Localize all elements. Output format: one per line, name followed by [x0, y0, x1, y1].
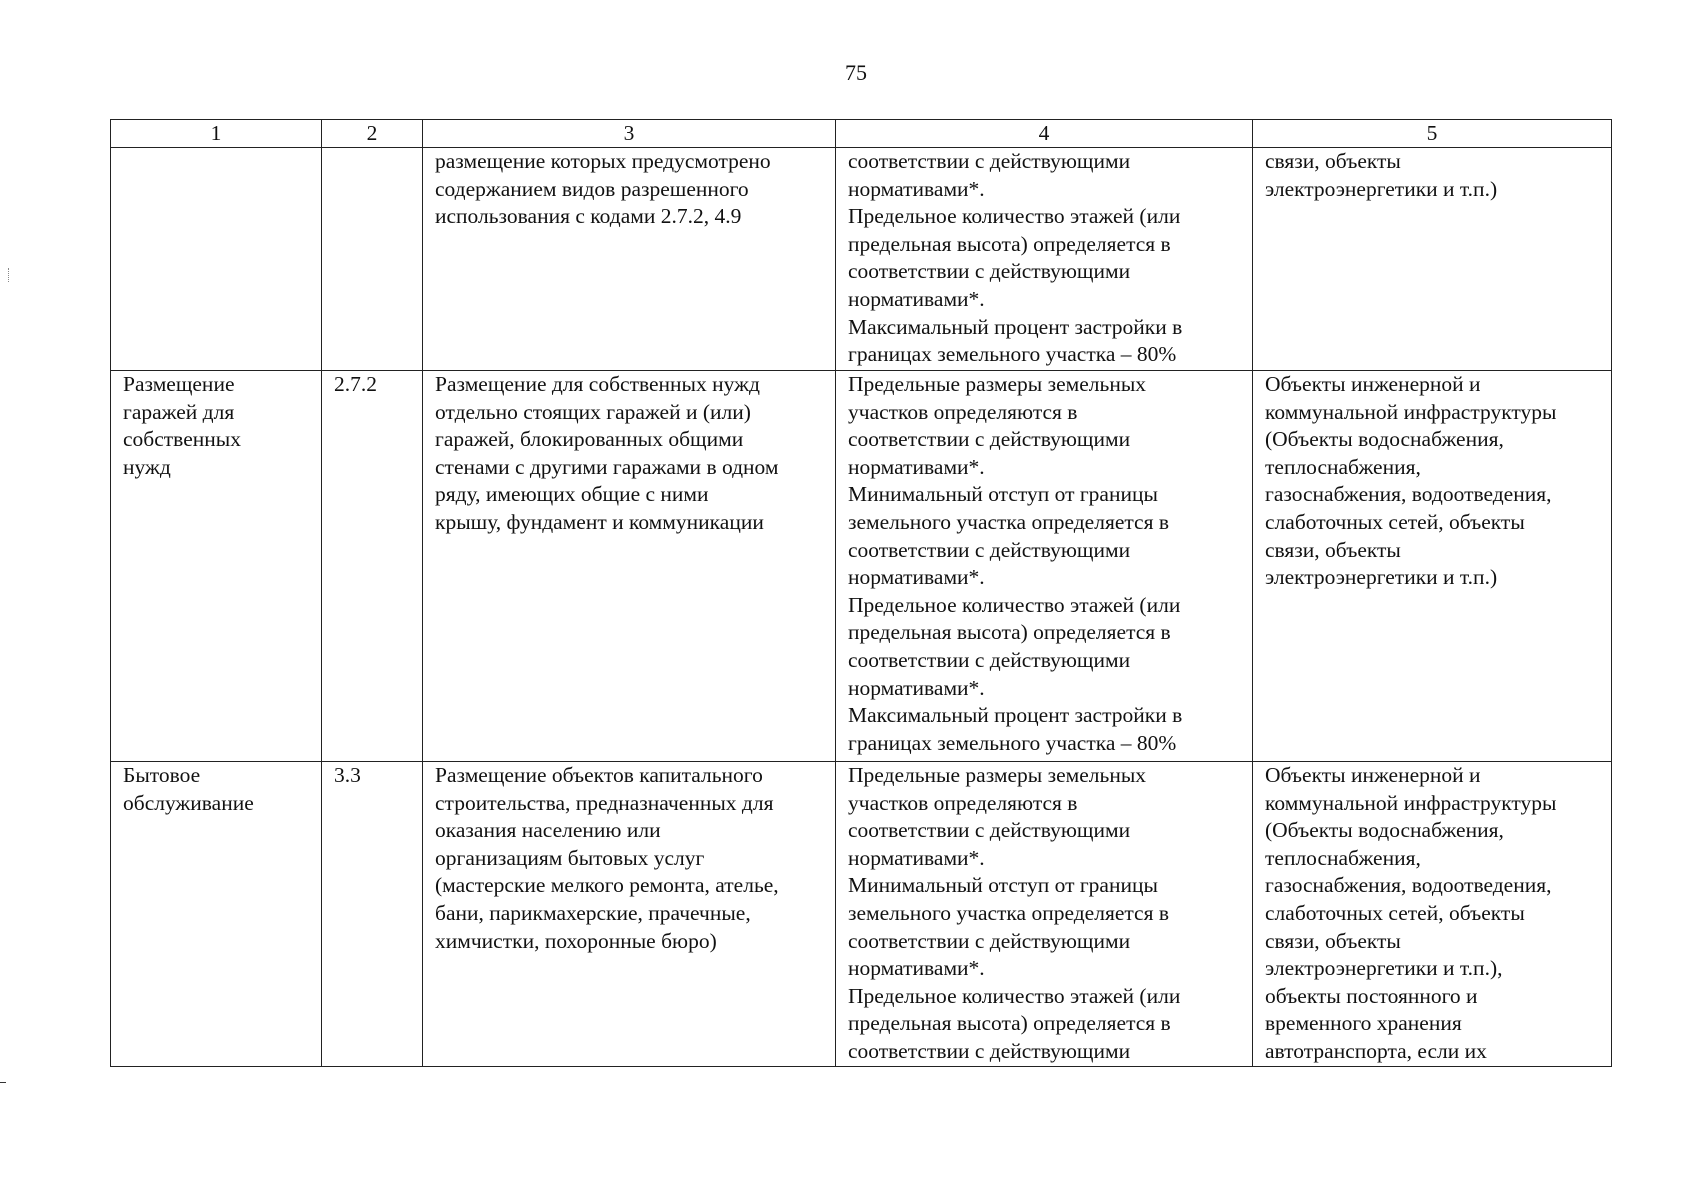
cell-parameters: [836, 371, 1253, 762]
cell-text-line: соответствии с действующими: [848, 427, 1131, 452]
cell-code: [322, 148, 423, 371]
cell-text-line: Предельное количество этажей (или: [848, 983, 1181, 1008]
cell-name: [111, 148, 322, 371]
cell-infrastructure: [1253, 371, 1612, 762]
cell-text-line: нормативами*.: [848, 454, 985, 479]
regulations-table: [110, 119, 1612, 1067]
cell-text-line: предельная высота) определяется в: [848, 231, 1171, 256]
column-header-3: 3: [423, 120, 836, 148]
cell-text-line: земельного участка определяется в: [848, 509, 1169, 534]
margin-mark-top: [8, 268, 10, 282]
cell-text-line: Предельное количество этажей (или: [848, 592, 1181, 617]
table-row: [111, 148, 1612, 371]
cell-text-line: отдельно стоящих гаражей и (или): [435, 399, 751, 424]
cell-text-line: размещение которых предусмотрено: [435, 149, 771, 173]
page-number: 75: [845, 60, 867, 85]
cell-text-line: Минимальный отступ от границы: [848, 873, 1158, 898]
cell-text-line: 3.3: [334, 763, 361, 787]
cell-text-line: Минимальный отступ от границы: [848, 482, 1158, 507]
table-row: [111, 371, 1612, 762]
cell-text-line: предельная высота) определяется в: [848, 1011, 1171, 1036]
cell-text-line: теплоснабжения,: [1265, 454, 1421, 479]
cell-text-line: нормативами*.: [848, 675, 985, 700]
cell-text-line: связи, объекты: [1265, 537, 1401, 562]
cell-text-line: гаражей, блокированных общими: [435, 427, 744, 452]
cell-text-line: Предельные размеры земельных: [848, 372, 1147, 396]
cell-text-line: Предельные размеры земельных: [848, 763, 1147, 787]
cell-text-line: организациям бытовых услуг: [435, 845, 705, 870]
cell-text-line: содержанием видов разрешенного: [435, 176, 749, 201]
cell-text-line: крышу, фундамент и коммуникации: [435, 509, 764, 534]
cell-text-line: (мастерские мелкого ремонта, ателье,: [435, 873, 779, 898]
cell-text-line: электроэнергетики и т.п.): [1265, 565, 1498, 590]
cell-text-line: бани, парикмахерские, прачечные,: [435, 900, 751, 925]
cell-text-line: нормативами*.: [848, 286, 985, 311]
cell-name: [111, 371, 322, 762]
cell-text-line: соответствии с действующими: [848, 1038, 1131, 1063]
cell-text-line: границах земельного участка – 80%: [848, 730, 1177, 755]
cell-text-line: слаботочных сетей, объекты: [1265, 509, 1525, 534]
cell-text-line: соответствии с действующими: [848, 928, 1131, 953]
cell-text-line: нормативами*.: [848, 956, 985, 981]
cell-text-line: стенами с другими гаражами в одном: [435, 454, 779, 479]
cell-text-line: газоснабжения, водоотведения,: [1265, 482, 1552, 507]
column-header-4: 4: [836, 120, 1253, 148]
cell-text-line: участков определяются в: [848, 790, 1078, 815]
cell-text-line: коммунальной инфраструктуры: [1265, 399, 1557, 424]
cell-description: [423, 762, 836, 1067]
cell-description: [423, 148, 836, 371]
cell-infrastructure: [1253, 148, 1612, 371]
cell-text-line: коммунальной инфраструктуры: [1265, 790, 1557, 815]
cell-text-line: границах земельного участка – 80%: [848, 342, 1177, 367]
cell-text-line: (Объекты водоснабжения,: [1265, 427, 1504, 452]
cell-parameters: [836, 148, 1253, 371]
cell-text-line: обслуживание: [123, 790, 254, 815]
cell-text-line: участков определяются в: [848, 399, 1078, 424]
cell-text-line: строительства, предназначенных для: [435, 790, 774, 815]
cell-text-line: использования с кодами 2.7.2, 4.9: [435, 204, 742, 229]
cell-text-line: Максимальный процент застройки в: [848, 703, 1183, 728]
cell-text-line: Бытовое: [123, 763, 201, 787]
cell-text-line: временного хранения: [1265, 1011, 1462, 1036]
header-row: [111, 120, 1612, 148]
cell-text-line: предельная высота) определяется в: [848, 620, 1171, 645]
cell-text-line: соответствии с действующими: [848, 259, 1131, 284]
column-header-1: 1: [111, 120, 322, 148]
cell-text-line: связи, объекты: [1265, 928, 1401, 953]
cell-description: [423, 371, 836, 762]
cell-text-line: Размещение для собственных нужд: [435, 372, 760, 396]
cell-text-line: химчистки, похоронные бюро): [435, 928, 717, 953]
column-header-5: 5: [1253, 120, 1612, 148]
cell-text-line: земельного участка определяется в: [848, 900, 1169, 925]
cell-text-line: Размещение: [123, 372, 235, 396]
cell-text-line: электроэнергетики и т.п.),: [1265, 956, 1503, 981]
cell-text-line: электроэнергетики и т.п.): [1265, 176, 1498, 201]
cell-text-line: ряду, имеющих общие с ними: [435, 482, 709, 507]
cell-text-line: автотранспорта, если их: [1265, 1038, 1487, 1063]
table-row: [111, 762, 1612, 1067]
cell-text-line: Предельное количество этажей (или: [848, 204, 1181, 229]
cell-parameters: [836, 762, 1253, 1067]
cell-text-line: нужд: [123, 454, 171, 479]
table-body: [111, 148, 1612, 1067]
cell-code: [322, 762, 423, 1067]
margin-mark-bottom: [0, 1082, 6, 1083]
cell-text-line: соответствии с действующими: [848, 647, 1131, 672]
cell-text-line: нормативами*.: [848, 845, 985, 870]
cell-text-line: Объекты инженерной и: [1265, 763, 1481, 787]
column-header-2: 2: [322, 120, 423, 148]
cell-code: [322, 371, 423, 762]
cell-text-line: Объекты инженерной и: [1265, 372, 1481, 396]
cell-text-line: связи, объекты: [1265, 149, 1401, 173]
cell-text-line: соответствии с действующими: [848, 537, 1131, 562]
cell-infrastructure: [1253, 762, 1612, 1067]
cell-text-line: соответствии с действующими: [848, 149, 1131, 173]
cell-text-line: теплоснабжения,: [1265, 845, 1421, 870]
cell-text-line: Размещение объектов капитального: [435, 763, 763, 787]
cell-name: [111, 762, 322, 1067]
cell-text-line: (Объекты водоснабжения,: [1265, 818, 1504, 843]
cell-text-line: 2.7.2: [334, 372, 377, 396]
cell-text-line: слаботочных сетей, объекты: [1265, 900, 1525, 925]
cell-text-line: гаражей для: [123, 399, 235, 424]
cell-text-line: Максимальный процент застройки в: [848, 314, 1183, 339]
cell-text-line: газоснабжения, водоотведения,: [1265, 873, 1552, 898]
cell-text-line: оказания населению или: [435, 818, 661, 843]
cell-text-line: нормативами*.: [848, 176, 985, 201]
cell-text-line: соответствии с действующими: [848, 818, 1131, 843]
cell-text-line: нормативами*.: [848, 565, 985, 590]
cell-text-line: собственных: [123, 427, 241, 452]
cell-text-line: объекты постоянного и: [1265, 983, 1478, 1008]
